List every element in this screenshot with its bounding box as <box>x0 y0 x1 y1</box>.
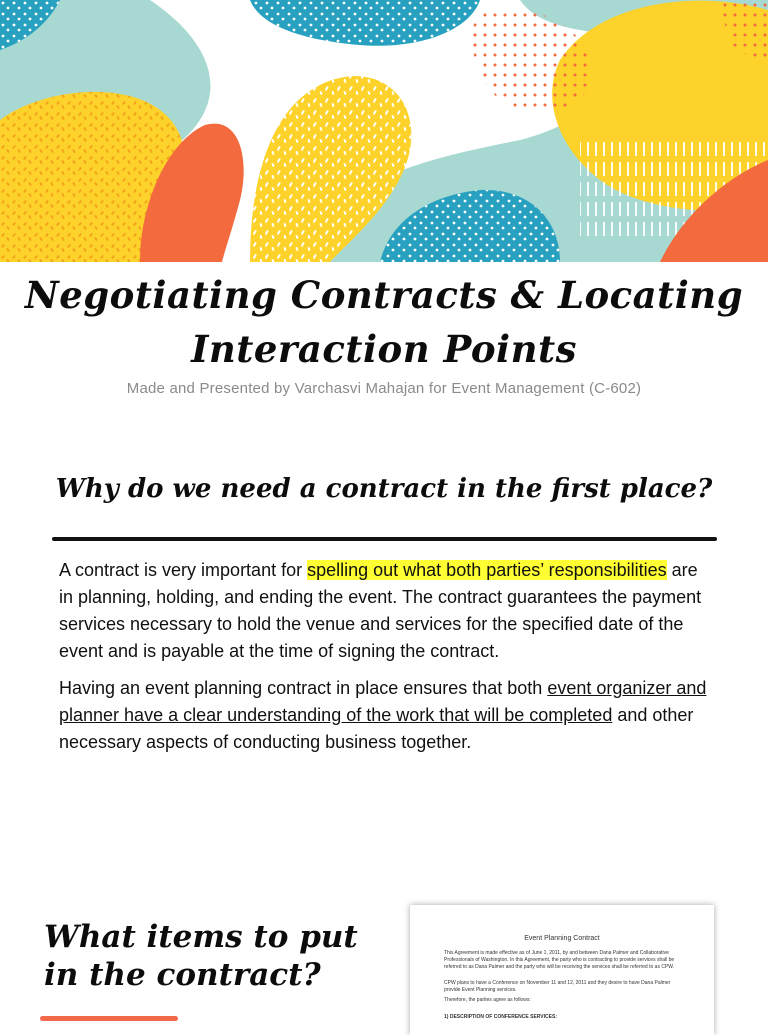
heading-accent-underline <box>40 1016 178 1021</box>
p1-text-end: are in planning, holding, and ending the event. The contract guarantees the payment services necessary to hold the venue and services for the specified date of the event and is payable at the time of signing the contract. <box>59 560 702 661</box>
page-title <box>0 268 768 376</box>
p2-text-end: and other necessary aspects of conducting business together. <box>59 705 694 752</box>
p1-text-start: A contract is very important for <box>59 560 308 580</box>
section-divider <box>52 537 717 541</box>
decorative-banner <box>0 0 768 262</box>
document-section-heading: 1) DESCRIPTION OF CONFERENCE SERVICES: <box>444 1014 557 1020</box>
author-subtitle: Made and Presented by Varchasvi Mahajan for Event Management (C-602) <box>126 380 642 397</box>
document-title: Event Planning Contract <box>524 935 600 942</box>
document-paragraph: Therefore, the parties agree as follows: <box>444 997 531 1003</box>
title-line-2: Interaction Points <box>191 327 577 371</box>
p2-text-start: Having an event planning contract in place ensures that both <box>59 678 548 698</box>
highlighted-phrase: spelling out what both parties’ responsibilities <box>307 560 667 580</box>
paragraph-2 <box>59 675 709 756</box>
section-body <box>59 557 709 766</box>
document-paragraph: This Agreement is made effective as of June 1, 2011, by and between Dana Palmer and Collaborative Professionals of Washington. In this Agreement, the party who is contracting to provide services shall be referred to as Dana Palmer and the party who will be receiving the services shall be referred to as CPW. <box>444 950 675 970</box>
paragraph-1 <box>59 557 709 665</box>
title-line-1: Negotiating Contracts & Locating <box>24 273 744 317</box>
underlined-phrase: event organizer and planner have a clear understanding of the work that will be completed <box>59 678 707 725</box>
contract-document-thumbnail <box>410 905 714 1035</box>
abstract-shapes-illustration <box>0 0 768 262</box>
section-heading-contract-items: What items to put in the contract? <box>44 919 358 993</box>
document-paragraph: CPW plans to have a Conference on November 11 and 12, 2011 and they desire to have Dana Palmer provide Event Planning services. <box>444 980 671 993</box>
section-heading-why-contract: Why do we need a contract in the first place? <box>55 474 713 504</box>
